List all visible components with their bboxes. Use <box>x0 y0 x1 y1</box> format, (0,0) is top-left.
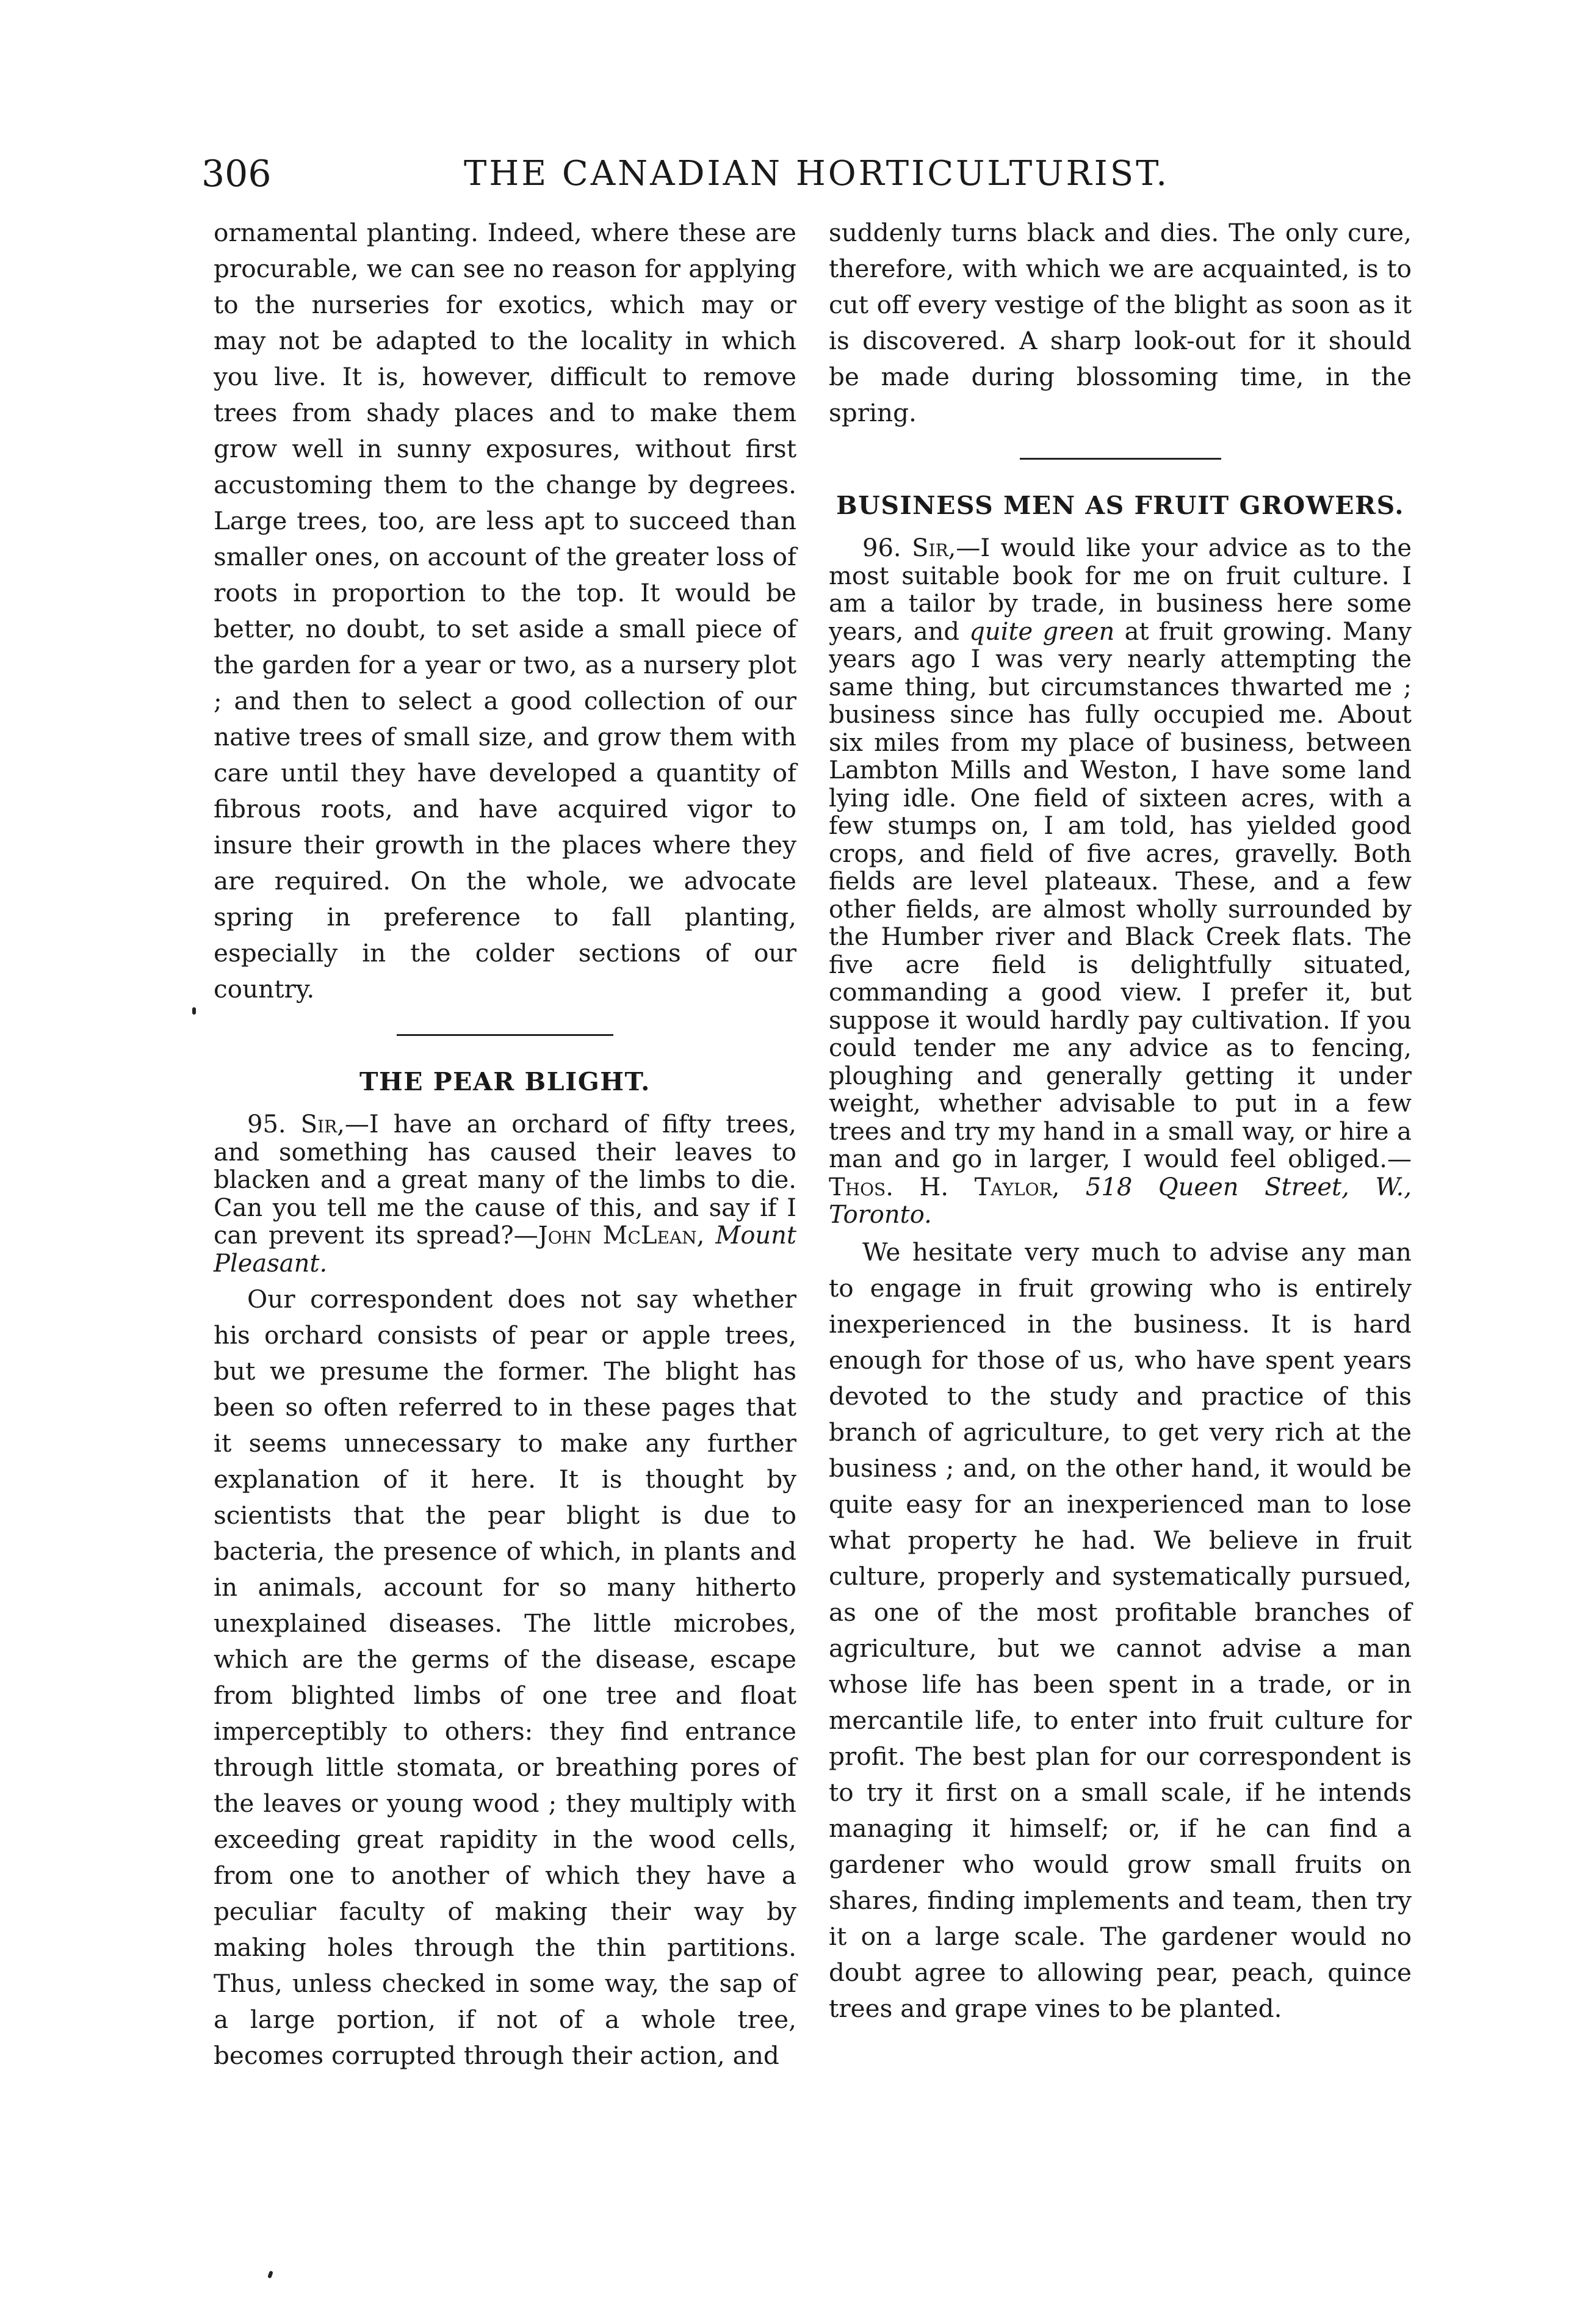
letter-signature: Thos. H. Taylor, <box>829 1173 1060 1201</box>
page-number: 306 <box>201 153 272 195</box>
letter-body-part-1: —I would like your advice as to the most suitable book for me on fruit culture. I am a tailor by trade, in business here some years, and <box>829 534 1412 646</box>
page-header <box>201 150 1422 198</box>
letter-95 <box>214 1111 796 1278</box>
section-divider <box>1020 458 1221 460</box>
reply-paragraph: We hesitate very much to advise any man to engage in fruit growing who is entirely inexperienced in the business. It is hard enough for those of us, who have spent years devoted to the study and practice of this branch of agriculture, to get very rich at the business ; and, on the other hand, it would be quite easy for an inexperienced man to lose what property he had. We believe in fruit culture, properly and systematically pursued, as one of the most profitable branches of agriculture, but we cannot advise a man whose life has been spent in a trade, or in mercantile life, to enter into fruit culture for profit. The best plan for our correspondent is to try it first on a small scale, if he intends managing it himself; or, if he can find a gardener who would grow small fruits on shares, finding implements and team, then try it on a large scale. The gardener would no doubt agree to allowing pear, peach, quince trees and grape vines to be planted. <box>829 1237 1412 2023</box>
right-column <box>829 215 1412 2027</box>
letter-location: Mount Pleasant. <box>214 1222 796 1278</box>
print-speck <box>267 2270 273 2278</box>
running-title: THE CANADIAN HORTICULTURIST. <box>464 154 1170 194</box>
letter-salutation: Sir, <box>300 1110 345 1138</box>
reply-paragraph: Our correspondent does not say whether his orchard consists of pear or apple trees, but we presume the former. The blight has been so often referred to in these pages that it seems unnecessary to make any further explanation of it here. It is thought by scientists that the pear blight is due to bacteria, the presence of which, in plants and in animals, account for so many hitherto unexplained diseases. The little microbes, which are the germs of the disease, escape from blighted limbs of one tree and float imperceptibly to others: they find entrance through little stomata, or breathing pores of the leaves or young wood ; they multiply with exceeding great rapidity in the wood cells, from one to another of which they have a peculiar faculty of making their way by making holes through the thin partitions. Thus, unless checked in some way, the sap of a large portion, if not of a whole tree, becomes corrupted through their action, and <box>214 1284 796 2070</box>
letter-number: 95. <box>247 1110 286 1138</box>
letter-number: 96. <box>862 534 901 562</box>
letter-signature: John McLean, <box>538 1222 705 1250</box>
continuation-paragraph: suddenly turns black and dies. The only cure, therefore, with which we are acquainted, is to cut off every vestige of the blight as soon as it is discovered. A sharp look-out for it should be made during blossoming time, in the spring. <box>829 218 1412 427</box>
letter-salutation: Sir, <box>912 534 956 562</box>
section-title-business-men: BUSINESS MEN AS FRUIT GROWERS. <box>836 491 1405 520</box>
section-divider <box>397 1034 613 1036</box>
letter-emphasis: quite green <box>969 617 1115 646</box>
print-speck <box>192 1007 196 1015</box>
intro-paragraph: ornamental planting. Indeed, where these are procurable, we can see no reason for applying to the nurseries for exotics, which may or may not be adapted to the locality in which you live. It is, however, difficult to remove trees from shady places and to make them grow well in sunny exposures, without first accustoming them to the change by degrees. Large trees, too, are less apt to succeed than smaller ones, on account of the greater loss of roots in proportion to the top. It would be better, no doubt, to set aside a small piece of the garden for a year or two, as a nursery plot ; and then to select a good collection of our native trees of small size, and grow them with care until they have developed a quantity of fibrous roots, and have acquired vigor to insure their growth in the places where they are required. On the whole, we advocate spring in preference to fall planting, especially in the colder sections of our country. <box>214 218 796 1004</box>
section-title-pear-blight: THE PEAR BLIGHT. <box>359 1067 651 1096</box>
letter-body-part-2: at fruit growing. Many years ago I was very nearly attempting the same thing, but circumstances thwarted me ; business since has fully occupied me. About six miles from my place of business, between Lambton Mills and Weston, I have some land lying idle. One field of sixteen acres, with a few stumps on, I am told, has yielded good crops, and field of five acres, gravelly. Both fields are level plateaux. These, and a few other fields, are almost wholly surrounded by the Humber river and Black Creek flats. The five acre field is delightfully situated, commanding a good view. I prefer it, but suppose it would hardly pay cultivation. If you could tender me any advice as to fencing, ploughing and generally getting it under weight, whether advisable to put in a few trees and try my hand in a small way, or hire a man and go in larger, I would feel obliged.— <box>829 617 1412 1173</box>
letter-address: 518 Queen Street, W., Toronto. <box>829 1173 1412 1229</box>
left-column <box>214 215 796 2074</box>
letter-body: —I have an orchard of fifty trees, and something has caused their leaves to blacken and a great many of the limbs to die. Can you tell me the cause of this, and say if I can prevent its spread?— <box>214 1110 797 1250</box>
letter-96 <box>829 535 1412 1229</box>
